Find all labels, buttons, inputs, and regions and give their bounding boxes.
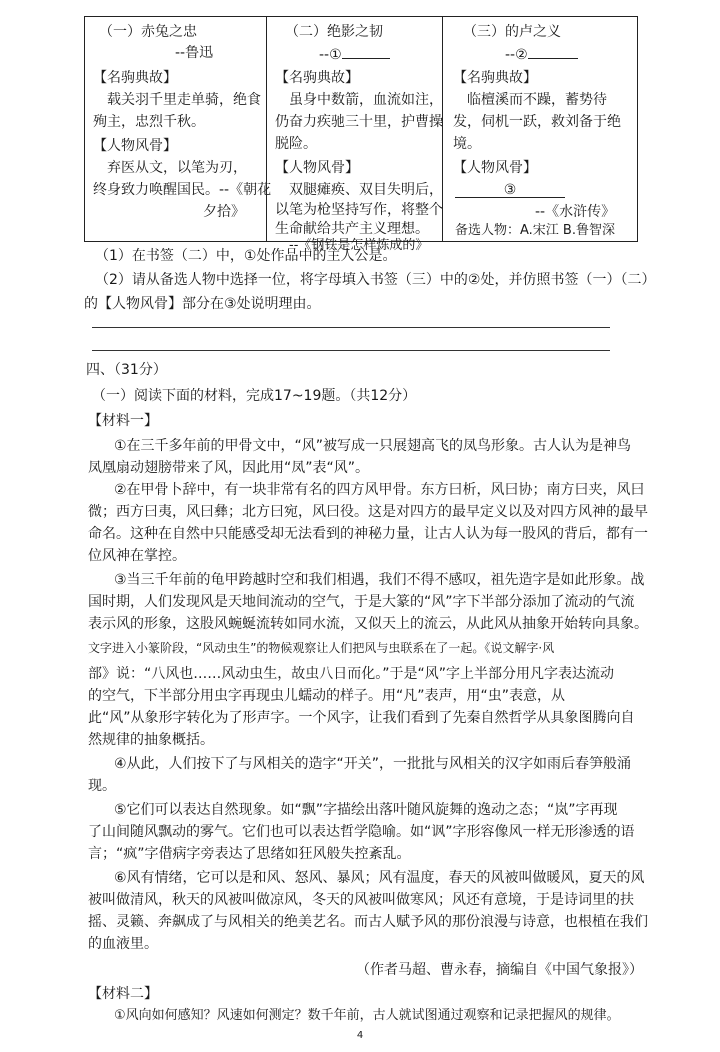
answer-line-1[interactable] — [92, 327, 610, 328]
bookmark-2-allusion-head: 【名驹典故】 — [275, 70, 359, 86]
text-line: ①在三千多年前的甲骨文中，“风”被写成一只展翅高飞的凤鸟形象。古人认为是神鸟 — [114, 438, 632, 454]
bookmark-3-title: （三）的卢之义 — [463, 24, 561, 40]
answer-line-2[interactable] — [92, 350, 610, 351]
bookmark-2-allusion-line: 仍奋力疾驰三十里，护曹操 — [275, 114, 443, 130]
bookmark-3-author-blank — [505, 44, 578, 64]
text-line: 被叫做清风，秋天的风被叫做凉风，冬天的风被叫做寒风；风还有意境，于是诗词里的扶 — [88, 892, 634, 908]
text-line: 微；西方曰夷，风曰彝；北方曰宛，风曰役。这是对四方的最早定义以及对四方风神的最早 — [88, 504, 648, 520]
text-line: ⑥风有情绪，它可以是和风、怒风、暴风；风有温度，春天的风被叫做暖风，夏天的风 — [114, 870, 645, 886]
text-line: ⑤它们可以表达自然现象。如“飘”字描绘出落叶随风旋舞的逸动之态；“岚”字再现 — [114, 802, 618, 818]
text-line: ②在甲骨卜辞中，有一块非常有名的四方风甲骨。东方曰析，风曰协；南方曰夹，风曰 — [114, 482, 645, 498]
text-line: 的空气，下半部分用虫字再现虫儿蠕动的样子。用“凡”表声，用“虫”表意，从 — [88, 688, 566, 704]
text-line: 国时期，人们发现风是天地间流动的空气，于是大篆的“风”字下半部分添加了流动的气流 — [88, 594, 635, 610]
bookmark-2-allusion-line: 脱险。 — [275, 136, 317, 152]
bookmark-1-allusion-line: 载关羽千里走单骑，绝食 — [107, 92, 261, 108]
bookmark-2-source: --《钢铁是怎样炼成的》 — [289, 238, 429, 253]
bookmark-3-candidates: 备选人物：A.宋江 B.鲁智深 — [455, 223, 615, 238]
small-text-line: 文字进入小篆阶段，“风动虫生”的物候观察让人们把风与虫联系在了一起。《说文解字·风 — [88, 641, 555, 655]
text-line: 言；“疯”字借病字旁表达了思绪如狂风般失控紊乱。 — [88, 846, 411, 862]
bookmark-3-source: --《水浒传》 — [535, 204, 616, 220]
question-2-cont: 的【人物风骨】部分在③处说明理由。 — [84, 296, 321, 312]
section-heading: 四、（31分） — [86, 362, 167, 378]
text-line: ④从此，人们按下了与风相关的造字“开关”，一批批与风相关的汉字如雨后春笋般涌 — [114, 756, 632, 772]
text-line: 命名。这种在自然中只能感受却无法看到的神秘力量，让古人认为每一股风的背后，都有一 — [88, 526, 648, 542]
bookmark-2-author-prefix: --① — [319, 47, 342, 63]
text-line: 凤凰扇动翅膀带来了风，因此用“凤”表“风”。 — [88, 460, 370, 476]
question-2: （2）请从备选人物中选择一位，将字母填入书签（三）中的②处，并仿照书签（一）（二） — [95, 272, 656, 288]
text-line: 的血液里。 — [88, 936, 158, 952]
answer-blank-3[interactable]: ③ — [455, 183, 565, 198]
answer-blank-1[interactable] — [342, 44, 390, 59]
bookmark-1 — [85, 17, 272, 241]
bookmark-2-character-head: 【人物风骨】 — [275, 160, 359, 176]
bookmark-2-character-line: 生命献给共产主义理想。 — [275, 221, 429, 237]
section-intro: （一）阅读下面的材料，完成17~19题。（共12分） — [92, 388, 417, 404]
bookmark-3-character-head: 【人物风骨】 — [453, 160, 537, 176]
bookmark-1-allusion-head: 【名驹典故】 — [93, 70, 177, 86]
bookmark-table — [84, 16, 638, 253]
bookmark-3-allusion-line: 发，伺机一跃，救刘备于绝 — [453, 114, 621, 130]
bookmark-1-character-line: 终身致力唤醒国民。--《朝花 — [93, 182, 272, 198]
text-line: 了山间随风飘动的雾气。它们也可以表达哲学隐喻。如“讽”字形容像风一样无形渗透的语 — [88, 824, 635, 840]
text-line: 表示风的形象，这股风蜿蜒流转如同水流，又似天上的流云，从此风从抽象开始转向具象。 — [88, 616, 648, 632]
attribution: （作者马超、曹永春，摘编自《中国气象报》） — [356, 962, 643, 978]
bookmark-1-character-line: 夕拾》 — [203, 204, 245, 220]
page-number: 4 — [356, 1030, 364, 1041]
bookmark-1-character-head: 【人物风骨】 — [93, 138, 177, 154]
bookmark-1-title: （一）赤兔之忠 — [99, 24, 197, 40]
material-1-label: 【材料一】 — [88, 413, 158, 429]
text-line: 位风神在掌控。 — [88, 548, 186, 564]
bookmark-3-allusion-head: 【名驹典故】 — [453, 70, 537, 86]
bookmark-2-character-line: 以笔为枪坚持写作，将整个 — [275, 202, 443, 218]
bookmark-3-allusion-line: 临檀溪而不躁，蓄势待 — [467, 92, 607, 108]
bookmark-2-allusion-line: 虽身中数箭，血流如注， — [289, 92, 443, 108]
text-line: 部》说：“八风也……风动虫生，故虫八日而化。”于是“风”字上半部分用凡字表达流动 — [88, 666, 615, 682]
bookmark-2-title: （二）绝影之韧 — [285, 24, 383, 40]
text-line: 然规律的抽象概括。 — [88, 732, 214, 748]
bookmark-1-character-line: 弃医从文，以笔为刃， — [107, 160, 247, 176]
text-line: ③当三千年前的龟甲跨越时空和我们相遇，我们不得不感叹，祖先造字是如此形象。战 — [114, 572, 645, 588]
question-1: （1）在书签（二）中，①处作品中的主人公是。 — [95, 248, 397, 264]
answer-blank-2[interactable] — [528, 44, 578, 59]
bookmark-1-author: --鲁迅 — [175, 45, 214, 61]
bookmark-3-blank-3 — [455, 181, 565, 199]
bookmark-1-allusion-line: 殉主，忠烈千秋。 — [93, 114, 205, 130]
bookmark-3-author-prefix: --② — [505, 47, 528, 63]
text-line: 此“风”从象形字转化为了形声字。一个风字，让我们看到了先秦自然哲学从具象图腾向自 — [88, 710, 635, 726]
bookmark-2-author-blank — [319, 44, 390, 64]
bookmark-2 — [266, 17, 443, 253]
bookmark-2-character-line: 双腿瘫痪、双目失明后， — [289, 182, 443, 198]
material-2-label: 【材料二】 — [88, 986, 158, 1002]
text-line: 现。 — [88, 778, 116, 794]
text-line: ①风向如何感知？风速如何测定？数千年前，古人就试图通过观察和记录把握风的规律。 — [114, 1008, 620, 1023]
text-line: 摇、灵籁、奔飙成了与风相关的绝美艺名。而古人赋予风的那份浪漫与诗意，也根植在我们 — [88, 914, 648, 930]
bookmark-3-allusion-line: 境。 — [453, 136, 481, 152]
bookmark-3 — [442, 17, 636, 241]
